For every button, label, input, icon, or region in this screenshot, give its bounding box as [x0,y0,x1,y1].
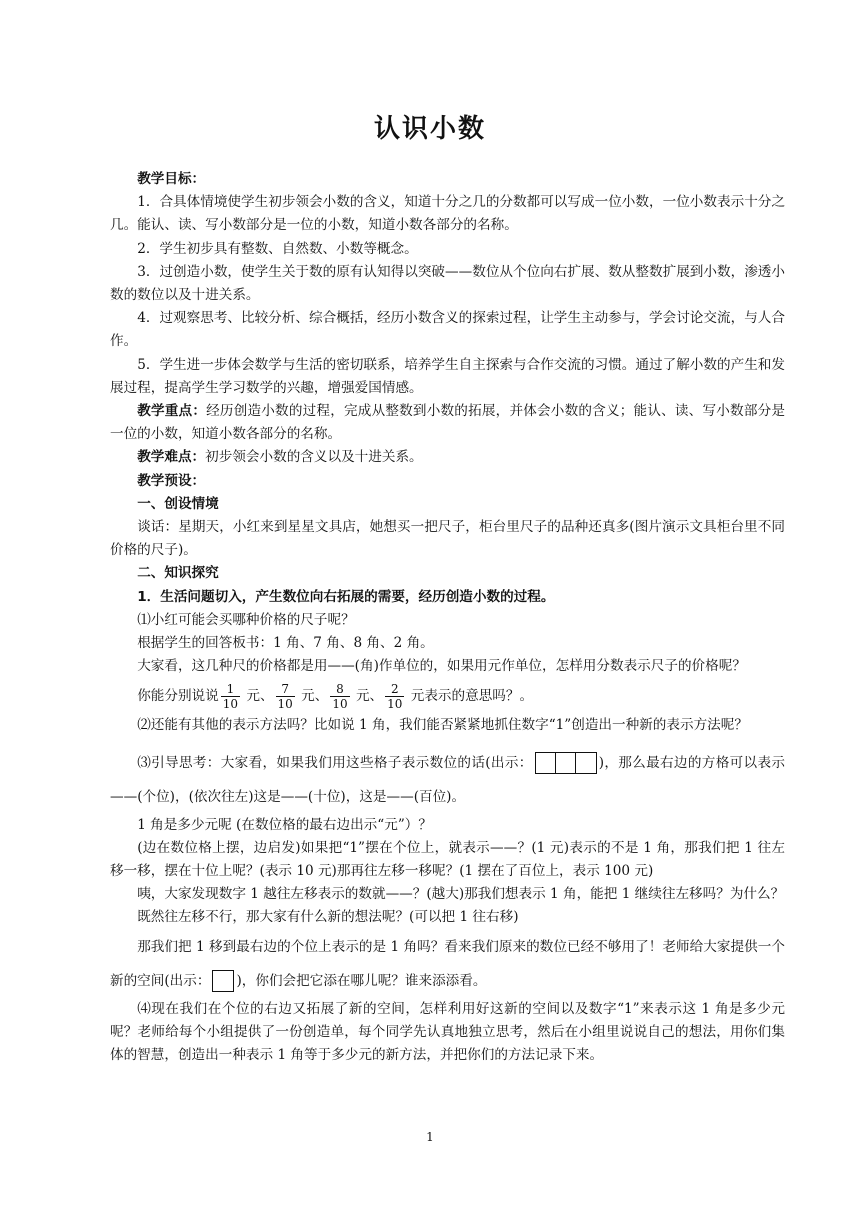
question-3-post: )，那么最右边的方格可以表示——(个位)，(依次往左)这是——(十位)，这是——(百位)。 [110,754,785,805]
fraction-question [110,678,785,714]
fraction-3-denominator: 10 [332,697,348,712]
objective-5: 5．学生进一步体会数学与生活的密切联系，培养学生自主探索与合作交流的习惯。通过了解小数的产生和发展过程，提高学生学习数学的兴趣，增强爱国情感。 [110,356,785,396]
fraction-2-after: 元、 [296,688,329,705]
question-3 [110,746,785,814]
new-space-text [110,930,785,998]
fraction-3-after: 元、 [351,688,384,705]
fraction-2-numerator: 7 [276,682,295,697]
fraction-4-after: 元表示的意思吗？。 [406,688,534,705]
place-value-grid-icon [535,752,597,774]
question-3-pre: ⑶引导思考：大家看，如果我们用这些格子表示数位的话(出示： [137,754,533,771]
objective-1: 1．合具体情境使学生初步领会小数的含义，知道十分之几的分数都可以写成一位小数，一位小数表示十分之几。能认、读、写小数部分是一位的小数，知道小数各部分的名称。 [110,194,785,234]
question-yuan: 1 角是多少元呢 (在数位格的最右边出示“元”）？ [137,816,432,833]
difficulties [110,446,785,469]
document-body [110,168,785,1067]
new-idea-text: 既然往左移不行，那大家有什么新的想法呢？(可以把 1 往右移) [137,909,519,926]
key-points [110,400,785,446]
situation-text: 谈话：星期天，小红来到星星文具店，她想买一把尺子，柜台里尺子的品种还真多(图片演示文具柜台里不同价格的尺子)。 [110,519,785,559]
fraction-1-numerator: 1 [221,682,240,697]
discovery-text: 咦，大家发现数字 1 越往左移表示的数就——？(越大)那我们想表示 1 角，能把 1 继续往左移吗？为什么？ [137,886,785,903]
fraction-4-denominator: 10 [387,697,403,712]
price-unit-question: 大家看，这几种尺的价格都是用——(角)作单位的，如果用元作单位，怎样用分数表示尺子的价格呢？ [137,658,746,675]
objective-3: 3．过创造小数，使学生关于数的原有认知得以突破——数位从个位向右扩展、数从整数扩展到小数，渗透小数的数位以及十进关系。 [110,263,785,304]
difficulties-label: 教学难点： [137,449,206,466]
question-2: ⑵还能有其他的表示方法吗？比如说 1 角，我们能否紧紧地抓住数字“1”创造出一种新的表示方法呢？ [137,717,748,734]
fraction-3 [330,682,349,711]
section-heading-situation: 一、创设情境 [137,495,219,512]
fraction-1-after: 元、 [242,688,274,705]
section-heading-preset: 教学预设： [137,472,206,489]
board-notes: 根据学生的回答板书：1 角、7 角、8 角、2 角。 [137,635,434,652]
fraction-3-numerator: 8 [330,682,349,697]
subsection-heading-1: 1．生活问题切入，产生数位向右拓展的需要，经历创造小数的过程。 [137,588,555,605]
fraction-2 [276,682,295,711]
fraction-1-denominator: 10 [222,697,239,712]
fraction-2-denominator: 10 [277,697,293,712]
page-title: 认识小数 [373,114,486,144]
new-space-pre: 那我们把 1 移到最右边的个位上表示的是 1 角吗？看来我们原来的数位已经不够用了！老师给大家提供一个新的空间(出示： [110,938,785,989]
single-box-icon [212,970,234,992]
fraction-1 [221,682,240,711]
page-number: 1 [426,1130,434,1144]
section-heading-objectives: 教学目标： [137,171,206,187]
new-space-post: )，你们会把它添在哪儿呢？谁来添添看。 [236,972,487,989]
question-1: ⑴小红可能会买哪种价格的尺子呢？ [137,611,355,628]
question-4: ⑷现在我们在个位的右边又拓展了新的空间，怎样利用好这新的空间以及数字“1”来表示这 1 角是多少元呢？老师给每个小组提供了一份创造单，每个同学先认真地独立思考，然后在小组里说说自己的想法，用你们集体的智慧，创造出一种表示 1 角等于多少元的新方法，并把你们的方法记录下来。 [110,1000,785,1064]
objective-4: 4．过观察思考、比较分析、综合概括，经历小数含义的探索过程，让学生主动参与，学会讨论交流，与人合作。 [110,310,785,350]
fraction-question-pre: 你能分别说说 [137,688,219,705]
fraction-4-numerator: 2 [385,682,404,697]
fraction-4 [385,682,404,711]
difficulties-text: 初步领会小数的含义以及十进关系。 [205,449,423,466]
guidance-text: (边在数位格上摆，边启发)如果把“1”摆在个位上，就表示——？(1 元)表示的不是 1 角，那我们把 1 往左移一移，摆在十位上呢？(表示 10 元)那再往左移一移呢？(1 摆在了百位上，表示 100 元) [110,839,785,880]
key-points-text: 经历创造小数的过程，完成从整数到小数的拓展，并体会小数的含义；能认、读、写小数部分是一位的小数，知道小数各部分的名称。 [110,403,785,443]
key-points-label: 教学重点： [137,403,207,420]
objective-2: 2．学生初步具有整数、自然数、小数等概念。 [137,240,418,257]
section-heading-exploration: 二、知识探究 [137,565,219,582]
